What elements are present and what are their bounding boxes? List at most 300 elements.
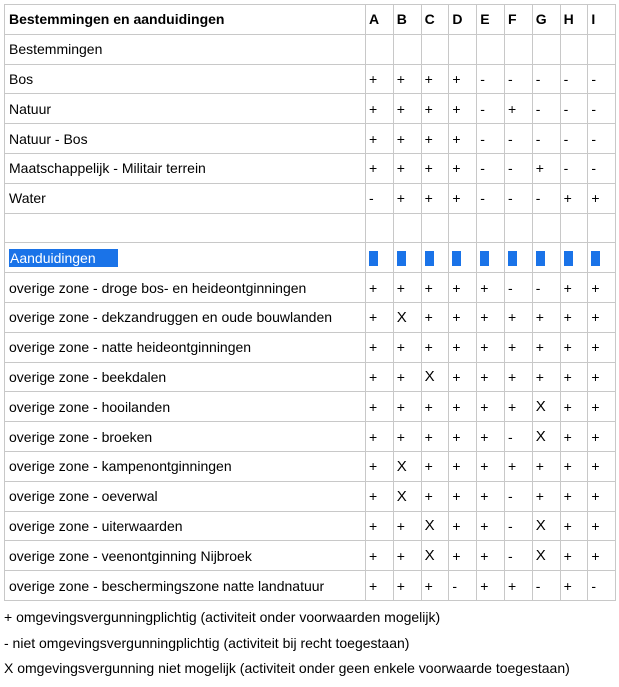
cell-value: + [507,398,517,415]
cell-d [449,243,477,273]
table-row [5,541,616,571]
cell-b [393,183,421,213]
row-label: Water [5,183,366,213]
cell-a [366,153,394,183]
cell-value: - [507,279,513,296]
cell-f [504,94,532,124]
table-row [5,273,616,303]
cell-value: + [369,428,378,445]
row-label: overige zone - dekzandruggen en oude bouwlanden [5,302,366,332]
cell-value: - [591,100,597,117]
cell-value: + [424,160,433,177]
cell-f [504,64,532,94]
cell-h [560,392,588,422]
cell-c [421,422,449,452]
row-label: overige zone - veenontginning Nijbroek [5,541,366,571]
table-row [5,94,616,124]
cell-h [560,64,588,94]
cell-value: + [480,488,489,505]
cell-value: + [369,160,378,177]
cell-a [366,302,394,332]
cell-value: - [480,70,485,87]
cell-value: + [452,547,461,564]
cell-a [366,273,394,303]
cell-value: + [507,368,517,385]
row-label: Bos [5,64,366,94]
cell-a [366,362,394,392]
cell-value: + [396,100,405,117]
cell-value: - [535,130,541,147]
cell-a [366,124,394,154]
cell-e [477,64,505,94]
cell-b [393,213,421,243]
cell-value: + [591,190,600,207]
cell-value: + [591,398,600,415]
cell-a [366,332,394,362]
cell-value: + [591,339,600,356]
cell-c [421,94,449,124]
cell-value: - [507,517,513,534]
cell-i [588,541,616,571]
column-header-h: H [560,5,588,35]
cell-value: + [591,488,600,505]
cell-value: + [563,517,572,534]
cell-value: + [452,339,461,356]
cell-h [560,243,588,273]
cell-i [588,422,616,452]
cell-value: + [452,488,461,505]
cell-d [449,392,477,422]
cell-a [366,243,394,273]
selection-highlight [397,251,406,266]
cell-i [588,273,616,303]
cell-f [504,451,532,481]
cell-value: - [563,160,569,177]
cell-value: + [396,190,405,207]
cell-value: X [535,428,546,446]
cell-i [588,571,616,601]
cell-h [560,422,588,452]
cell-e [477,451,505,481]
cell-i [588,213,616,243]
cell-value: X [535,547,546,565]
cell-e [477,34,505,64]
cell-i [588,153,616,183]
cell-g [532,541,560,571]
cell-value: + [563,577,572,594]
row-label: Natuur - Bos [5,124,366,154]
cell-e [477,153,505,183]
cell-value: + [507,100,517,117]
cell-f [504,392,532,422]
cell-h [560,541,588,571]
selection-highlight [480,251,489,266]
cell-value: + [452,100,461,117]
cell-value: + [480,339,489,356]
cell-b [393,64,421,94]
cell-c [421,332,449,362]
cell-e [477,481,505,511]
cell-value: + [591,309,600,326]
cell-g [532,94,560,124]
cell-value: - [452,577,458,594]
cell-h [560,481,588,511]
cell-g [532,362,560,392]
cell-value: + [563,309,572,326]
cell-a [366,213,394,243]
cell-value: + [369,398,378,415]
selection-highlight [452,251,461,266]
cell-value: + [424,309,433,326]
cell-f [504,541,532,571]
table-row [5,362,616,392]
cell-d [449,213,477,243]
cell-b [393,243,421,273]
table-row [5,422,616,452]
cell-value: + [369,70,378,87]
cell-g [532,481,560,511]
cell-g [532,571,560,601]
cell-d [449,422,477,452]
cell-e [477,541,505,571]
cell-value: + [507,309,517,326]
cell-value: + [535,458,544,475]
cell-a [366,481,394,511]
cell-b [393,392,421,422]
cell-value: - [591,577,597,594]
cell-value: + [591,458,600,475]
cell-b [393,34,421,64]
cell-f [504,124,532,154]
cell-value: + [535,160,544,177]
cell-h [560,273,588,303]
cell-g [532,153,560,183]
cell-f [504,302,532,332]
cell-value: + [369,517,378,534]
cell-g [532,64,560,94]
cell-value: + [396,398,405,415]
cell-i [588,94,616,124]
cell-b [393,571,421,601]
cell-i [588,362,616,392]
cell-value: + [563,458,572,475]
cell-i [588,64,616,94]
cell-value: + [424,339,433,356]
cell-value: + [452,368,461,385]
table-row [5,64,616,94]
cell-i [588,392,616,422]
cell-c [421,34,449,64]
cell-value: + [480,309,489,326]
cell-value: X [396,487,407,505]
cell-b [393,451,421,481]
legend-line: - niet omgevingsvergunningplichtig (activiteit bij recht toegestaan) [4,634,410,651]
cell-value: + [369,130,378,147]
cell-value: + [452,458,461,475]
cell-i [588,34,616,64]
cell-value: + [452,279,461,296]
cell-c [421,451,449,481]
cell-value: - [480,160,485,177]
cell-g [532,422,560,452]
cell-value: - [507,428,513,445]
cell-value: - [507,70,513,87]
cell-d [449,511,477,541]
cell-b [393,541,421,571]
cell-value: + [424,428,433,445]
cell-value: - [507,130,513,147]
legend-line: + omgevingsvergunningplichtig (activiteit onder voorwaarden mogelijk) [4,609,441,625]
cell-value: - [535,190,541,207]
cell-b [393,422,421,452]
cell-value: + [424,577,433,594]
cell-value: + [507,339,517,356]
cell-h [560,302,588,332]
cell-c [421,481,449,511]
cell-d [449,64,477,94]
cell-d [449,451,477,481]
cell-h [560,571,588,601]
cell-f [504,273,532,303]
cell-h [560,362,588,392]
cell-c [421,213,449,243]
cell-a [366,392,394,422]
cell-value: - [563,100,569,117]
table-row [5,332,616,362]
cell-value: + [369,368,378,385]
column-header-i: I [588,5,616,35]
cell-c [421,392,449,422]
cell-value: - [535,279,541,296]
cell-value: + [480,428,489,445]
cell-i [588,183,616,213]
column-header-d: D [449,5,477,35]
table-row [5,153,616,183]
cell-c [421,302,449,332]
cell-d [449,302,477,332]
cell-value: + [535,339,544,356]
cell-value: - [507,488,513,505]
cell-value: - [535,100,541,117]
table-row [5,451,616,481]
cell-g [532,124,560,154]
cell-c [421,571,449,601]
cell-value: - [480,190,485,207]
cell-a [366,451,394,481]
table-row [5,183,616,213]
cell-a [366,34,394,64]
cell-g [532,511,560,541]
cell-i [588,481,616,511]
cell-value: + [369,309,378,326]
cell-value: X [424,547,435,565]
cell-value: + [424,279,433,296]
cell-e [477,571,505,601]
cell-value: - [480,130,485,147]
cell-value: + [535,309,544,326]
cell-f [504,511,532,541]
cell-c [421,124,449,154]
cell-value: + [369,279,378,296]
cell-a [366,64,394,94]
cell-e [477,273,505,303]
cell-b [393,273,421,303]
selection-highlight [591,251,600,266]
cell-value: + [424,398,433,415]
cell-f [504,213,532,243]
cell-value: - [591,130,597,147]
row-label [5,213,366,243]
cell-value: + [563,488,572,505]
cell-value: + [396,428,405,445]
row-label: Maatschappelijk - Militair terrein [5,153,366,183]
cell-h [560,451,588,481]
cell-d [449,124,477,154]
cell-value: + [369,488,378,505]
cell-e [477,362,505,392]
cell-value: + [480,517,489,534]
cell-b [393,124,421,154]
cell-value: + [452,160,461,177]
cell-value: + [480,458,489,475]
cell-h [560,94,588,124]
cell-a [366,422,394,452]
cell-value: + [563,339,572,356]
cell-f [504,422,532,452]
cell-e [477,392,505,422]
selection-highlight [508,251,517,266]
cell-value: + [480,368,489,385]
cell-value: + [424,100,433,117]
cell-b [393,362,421,392]
cell-f [504,153,532,183]
row-label: overige zone - beekdalen [5,362,366,392]
cell-a [366,541,394,571]
row-label: overige zone - kampenontginningen [5,451,366,481]
cell-g [532,183,560,213]
selection-highlight [369,251,378,266]
column-header-a: A [366,5,394,35]
cell-i [588,243,616,273]
cell-value: - [535,577,541,594]
cell-d [449,153,477,183]
cell-value: + [369,577,378,594]
cell-value: + [452,517,461,534]
cell-value: + [424,488,433,505]
cell-a [366,571,394,601]
cell-c [421,243,449,273]
cell-value: + [424,70,433,87]
cell-value: + [591,547,600,564]
cell-value: + [424,458,433,475]
cell-e [477,302,505,332]
cell-value: + [452,190,461,207]
cell-e [477,124,505,154]
cell-b [393,94,421,124]
cell-a [366,183,394,213]
cell-value: + [452,70,461,87]
cell-i [588,451,616,481]
table-row [5,481,616,511]
cell-value: - [507,547,513,564]
column-header-f: F [504,5,532,35]
cell-value: + [480,279,489,296]
cell-d [449,362,477,392]
cell-value: + [396,70,405,87]
cell-c [421,183,449,213]
cell-value: + [396,577,405,594]
cell-value: + [480,547,489,564]
cell-value: + [396,368,405,385]
cell-h [560,332,588,362]
row-label: Bestemmingen [5,34,366,64]
cell-value: - [563,70,569,87]
cell-value: + [563,190,572,207]
cell-value: + [424,130,433,147]
cell-value: + [452,309,461,326]
cell-g [532,451,560,481]
cell-d [449,571,477,601]
cell-value: X [396,308,407,326]
row-label: overige zone - uiterwaarden [5,511,366,541]
cell-b [393,481,421,511]
table-row [5,243,616,273]
cell-value: + [396,339,405,356]
cell-value: - [480,100,485,117]
cell-h [560,124,588,154]
cell-f [504,34,532,64]
cell-d [449,332,477,362]
table-header-row [5,5,616,35]
cell-e [477,94,505,124]
cell-value: - [369,190,374,207]
cell-value: + [480,577,489,594]
cell-b [393,302,421,332]
cell-value: + [535,488,544,505]
table-row [5,34,616,64]
table-row [5,213,616,243]
row-label [5,243,366,273]
cell-value: + [591,517,600,534]
cell-a [366,94,394,124]
cell-g [532,302,560,332]
cell-value: X [535,517,546,535]
cell-f [504,332,532,362]
cell-f [504,571,532,601]
cell-d [449,541,477,571]
cell-g [532,34,560,64]
cell-c [421,273,449,303]
cell-a [366,511,394,541]
table-row [5,571,616,601]
column-header-c: C [421,5,449,35]
row-label: overige zone - hooilanden [5,392,366,422]
cell-c [421,541,449,571]
cell-i [588,302,616,332]
cell-d [449,94,477,124]
cell-value: + [396,279,405,296]
table-row [5,392,616,422]
selection-highlight [564,251,573,266]
legend [4,608,615,685]
cell-value: + [452,130,461,147]
cell-e [477,243,505,273]
cell-value: + [507,577,517,594]
row-label: overige zone - oeverwal [5,481,366,511]
cell-h [560,511,588,541]
cell-value: + [452,428,461,445]
cell-value: X [424,517,435,535]
